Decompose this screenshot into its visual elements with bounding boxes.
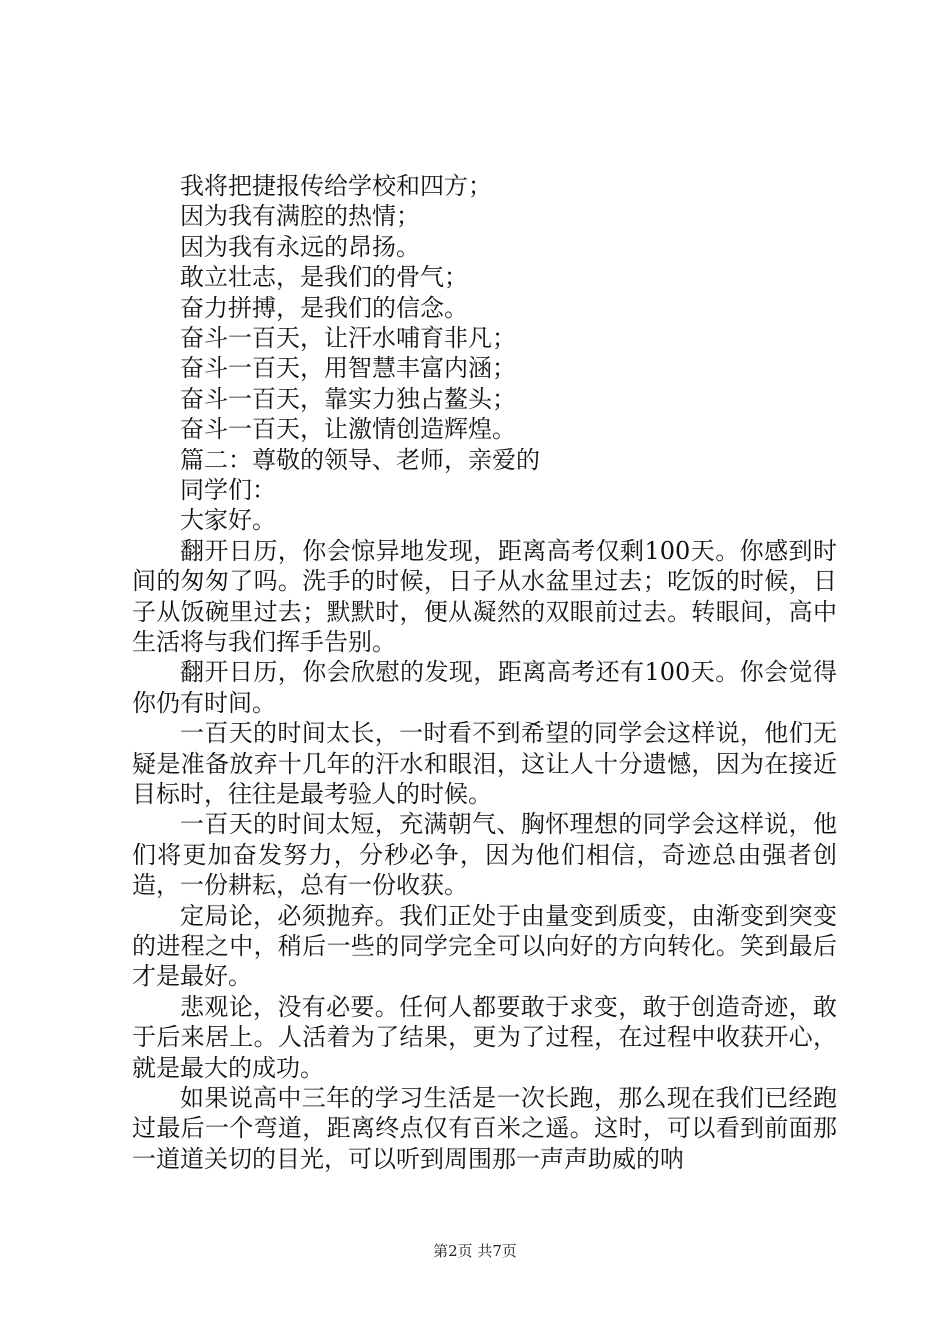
text-line: 我将把捷报传给学校和四方； bbox=[180, 172, 492, 200]
section-heading: 篇二：尊敬的领导、老师，亲爱的 bbox=[180, 445, 540, 474]
greeting: 大家好。 bbox=[180, 506, 276, 535]
text-line: 奋斗一百天，让汗水哺育非凡； bbox=[180, 323, 516, 352]
paragraph: 翻开日历，你会惊异地发现，距离高考仅剩100天。你感到时间的匆匆了吗。洗手的时候，日子从水盆里过去；吃饭的时候，日子从饭碗里过去；默默时，便从凝然的双眼前过去。转眼间，高中生活将与我们挥手告别。 bbox=[132, 536, 837, 656]
paragraph: 定局论，必须抛弃。我们正处于由量变到质变，由渐变到突变的进程之中，稍后一些的同学完全可以向好的方向转化。笑到最后才是最好。 bbox=[132, 901, 837, 991]
text-line: 因为我有永远的昂扬。 bbox=[180, 232, 420, 261]
salutation: 同学们： bbox=[180, 475, 276, 504]
paragraph: 一百天的时间太长，一时看不到希望的同学会这样说，他们无疑是准备放弃十几年的汗水和眼泪，这让人十分遗憾，因为在接近目标时，往往是最考验人的时候。 bbox=[132, 719, 837, 808]
text-line: 奋力拼搏，是我们的信念。 bbox=[180, 293, 468, 322]
page-footer: 第2页 共7页 bbox=[433, 1242, 517, 1260]
paragraph: 一百天的时间太短，充满朝气、胸怀理想的同学会这样说，他们将更加奋发努力，分秒必争，因为他们相信，奇迹总由强者创造，一份耕耘，总有一份收获。 bbox=[132, 810, 837, 900]
paragraph: 翻开日历，你会欣慰的发现，距离高考还有100天。你会觉得你仍有时间。 bbox=[132, 658, 837, 717]
paragraph: 如果说高中三年的学习生活是一次长跑，那么现在我们已经跑过最后一个弯道，距离终点仅有百米之遥。这时，可以看到前面那一道道关切的目光，可以听到周围那一声声助威的呐 bbox=[132, 1084, 837, 1173]
text-line: 奋斗一百天，让激情创造辉煌。 bbox=[180, 415, 516, 444]
text-line: 因为我有满腔的热情； bbox=[180, 202, 420, 231]
text-line: 敢立壮志，是我们的骨气； bbox=[180, 263, 468, 292]
paragraph: 悲观论，没有必要。任何人都要敢于求变，敢于创造奇迹，敢于后来居上。人活着为了结果，更为了过程，在过程中收获开心，就是最大的成功。 bbox=[132, 992, 837, 1082]
text-line: 奋斗一百天，用智慧丰富内涵； bbox=[180, 354, 516, 383]
document-body bbox=[132, 171, 837, 1174]
text-line: 奋斗一百天，靠实力独占鳌头； bbox=[180, 384, 516, 413]
